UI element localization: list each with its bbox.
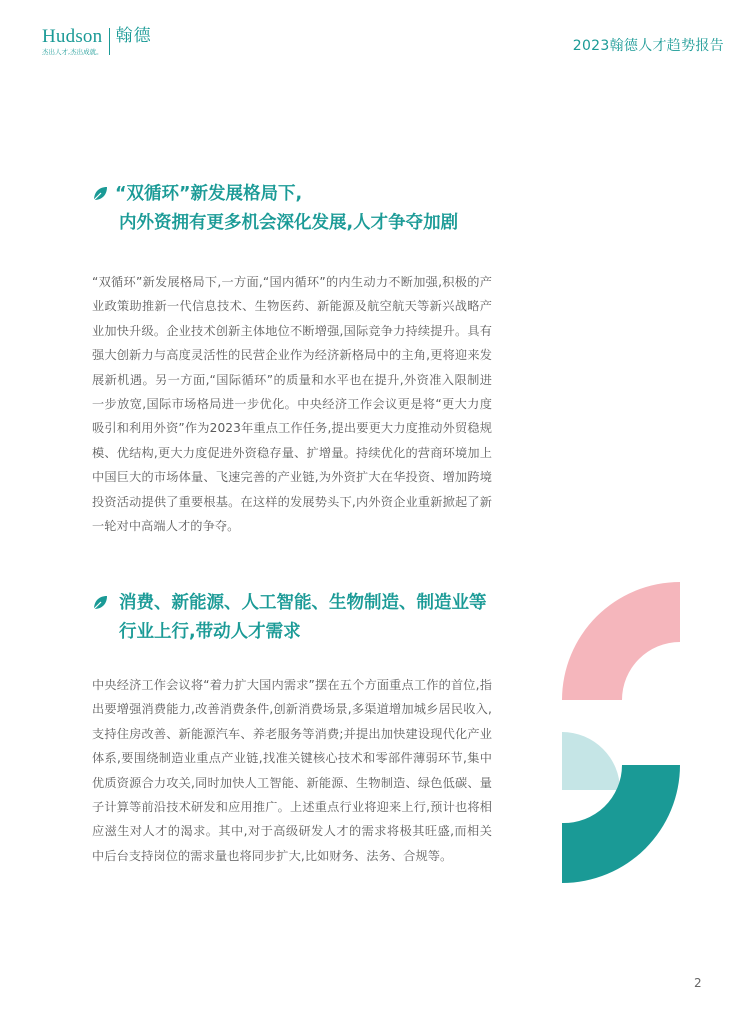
section-body: 中央经济工作会议将“着力扩大国内需求”摆在五个方面重点工作的首位,指出要增强消费能力,改善消费条件,创新消费场景,多渠道增加城乡居民收入,支持住房改善、新能源汽车、养老服务等消费;并提出加快建设现代化产业体系,要围绕制造业重点产业链,找准关键核心技术和零部件薄弱环节,集中优质资源合力攻关,同时加快人工智能、新能源、生物制造、绿色低碳、量子计算等前沿技术研发和应用推广。上述重点行业将迎来上行,预计也将相应滋生对人才的渴求。其中,对于高级研发人才的需求将极其旺盛,而相关中后台支持岗位的需求量也将同步扩大,比如财务、法务、合规等。	[92, 678, 492, 863]
pink-arc-shape	[562, 582, 680, 700]
heading-line-2: 内外资拥有更多机会深化发展,人才争夺加剧	[119, 213, 459, 233]
section-body: “双循环”新发展格局下,一方面,“国内循环”的内生动力不断加强,积极的产业政策助推新一代信息技术、生物医药、新能源及航空航天等新兴战略产业加快升级。企业技术创新主体地位不断增强,国际竞争力持续提升。具有强大创新力与高度灵活性的民营企业作为经济新格局中的主角,更将迎来发展新机遇。另一方面,“国际循环”的质量和水平也在提升,外资准入限制进一步放宽,国际市场格局进一步优化。中央经济工作会议更是将“更大力度吸引和利用外资”作为2023年重点工作任务,提出要更大力度推动外贸稳规模、优结构,更大力度促进外资稳存量、扩增量。持续优化的营商环境加上中国巨大的市场体量、飞速完善的产业链,为外资扩大在华投资、增加跨境投资活动提供了重要根基。在这样的发展势头下,内外资企业重新掀起了新一轮对中高端人才的争夺。	[92, 275, 492, 534]
leaf-icon	[92, 185, 108, 201]
leaf-icon	[92, 594, 108, 610]
report-title: 2023翰德人才趋势报告	[572, 38, 724, 54]
light-teal-quarter-shape	[562, 732, 620, 790]
section-industry-demand	[92, 589, 492, 868]
heading-line-1: “双循环”新发展格局下,	[115, 184, 303, 204]
decorative-arcs	[560, 580, 684, 885]
section-heading	[92, 589, 492, 647]
heading-line-2: 行业上行,带动人才需求	[119, 622, 301, 642]
brand-name-en: Hudson	[42, 26, 103, 47]
brand-tagline: 杰出人才,杰出成就。	[42, 48, 103, 56]
brand-en-block	[42, 27, 103, 57]
heading-line-1: 消费、新能源、人工智能、生物制造、制造业等	[119, 593, 487, 613]
page-number: 2	[694, 976, 702, 990]
brand-logo	[42, 27, 152, 59]
brand-divider	[109, 28, 110, 55]
brand-name-cn: 翰德	[115, 26, 152, 46]
section-dual-circulation	[92, 180, 492, 538]
section-heading	[92, 180, 492, 238]
